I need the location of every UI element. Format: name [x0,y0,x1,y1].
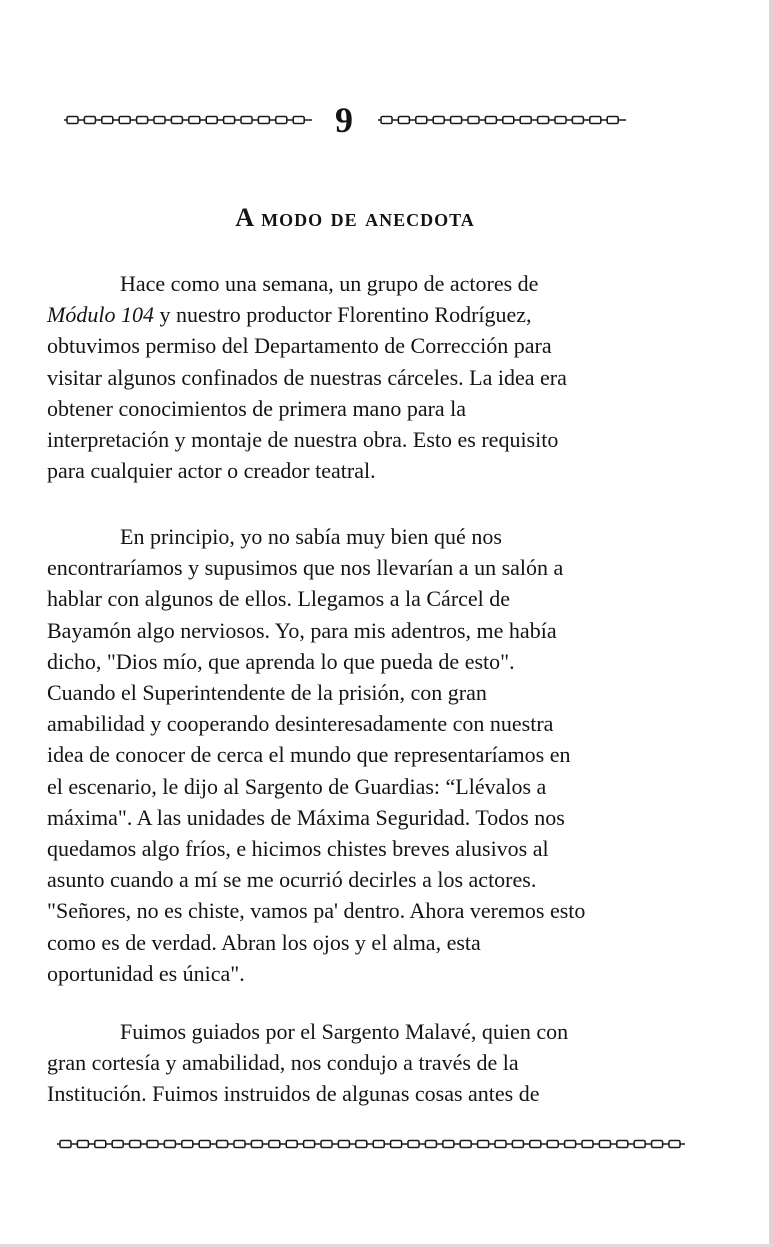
text-line: máxima". A las unidades de Máxima Seguridad. Todos nos [47,804,565,830]
text-line: En principio, yo no sabía muy bien qué nos [120,524,502,549]
text-line: hablar con algunos de ellos. Llegamos a la Cárcel de [47,586,511,612]
text-line: quedamos algo fríos, e hicimos chistes breves alusivos al [47,836,549,862]
page-header [0,100,773,140]
page-number: 9 [335,100,353,140]
chain-ornament-right [378,115,626,125]
text-line: Cuando el Superintendente de la prisión, con gran [47,680,487,706]
page-edge-right [769,0,773,1247]
play-title: Módulo 104 [47,302,154,328]
paragraph-2 [47,521,697,989]
text-line: para cualquier actor o creador teatral. [47,458,376,484]
text-line: visitar algunos confinados de nuestras cárceles. La idea era [47,364,567,390]
text-line: obtener conocimientos de primera mano para la [47,395,467,421]
text-line: como es de verdad. Abran los ojos y el alma, esta [47,929,481,955]
chain-ornament-left [64,115,312,125]
text-line: interpretación y montaje de nuestra obra. Esto es requisito [47,427,559,453]
text-line: Institución. Fuimos instruidos de algunas cosas antes de [47,1081,540,1107]
text-line: Hace como una semana, un grupo de actores de [120,271,539,296]
text-fragment: y nuestro productor Florentino Rodríguez, [153,302,532,328]
chapter-title: A modo de anecdota [235,203,475,232]
text-line: obtuvimos permiso del Departamento de Corrección para [47,333,552,359]
text-line: oportunidad es única". [47,960,245,986]
chain-ornament-footer [57,1136,685,1154]
text-line: encontraríamos y supusimos que nos llevarían a un salón a [47,555,564,581]
text-line: dicho, "Dios mío, que aprenda lo que pueda de esto". [47,648,515,674]
text-line: "Señores, no es chiste, vamos pa' dentro. Ahora veremos esto [47,898,586,924]
text-line: gran cortesía y amabilidad, nos condujo a través de la [47,1050,519,1076]
text-line: idea de conocer de cerca el mundo que representaríamos en [47,742,571,768]
text-line: amabilidad y cooperando desinteresadamente con nuestra [47,711,554,737]
paragraph-3 [47,1016,697,1110]
text-line [47,299,697,330]
text-line: Fuimos guiados por el Sargento Malavé, quien con [120,1019,569,1044]
text-line: el escenario, le dijo al Sargento de Guardias: “Llévalos a [47,773,547,799]
paragraph-1 [47,268,697,486]
text-line: asunto cuando a mí se me ocurrió decirles a los actores. [47,867,537,893]
text-line: Bayamón algo nerviosos. Yo, para mis adentros, me había [47,617,557,643]
